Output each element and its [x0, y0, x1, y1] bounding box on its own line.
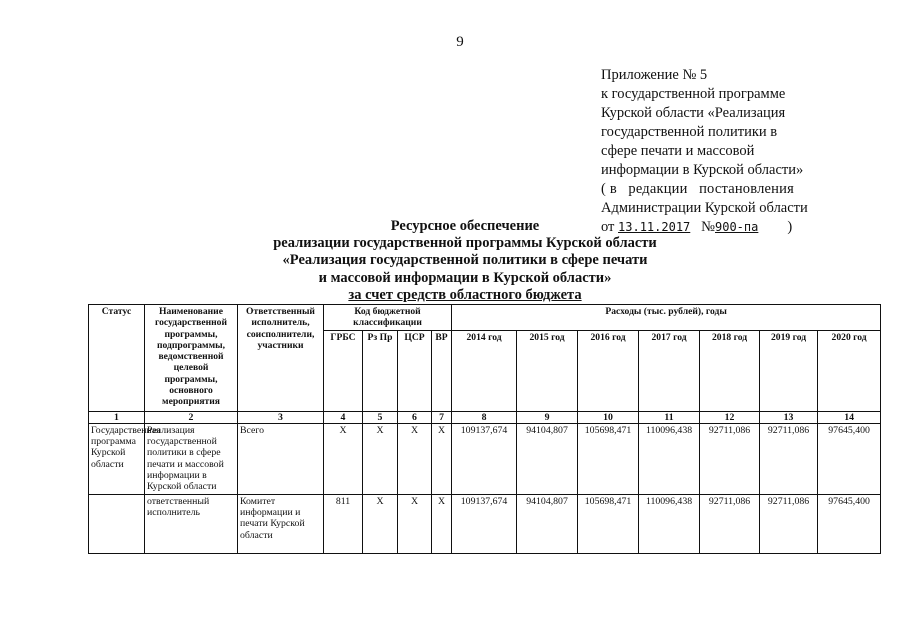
page-number: 9 — [456, 34, 464, 50]
appendix-line: сфере печати и массовой — [601, 143, 755, 159]
header-responsible: Ответственный исполнитель, соисполнители, участники — [238, 305, 324, 412]
title-line: Ресурсное обеспечение — [390, 218, 540, 234]
resource-table — [88, 304, 881, 554]
header-vr: ВР — [432, 330, 452, 411]
header-year: 2015 год — [517, 330, 578, 411]
cell-value: 105698,471 — [578, 423, 639, 494]
cell-value: 94104,807 — [517, 423, 578, 494]
column-number: 5 — [363, 411, 398, 423]
column-number: 2 — [145, 411, 238, 423]
cell-csr: Х — [398, 494, 432, 553]
column-number: 14 — [818, 411, 881, 423]
appendix-line: Администрации Курской области — [601, 200, 808, 216]
cell-grbs: 811 — [324, 494, 363, 553]
appendix-line: Курской области «Реализация — [601, 105, 786, 121]
cell-value: 105698,471 — [578, 494, 639, 553]
cell-value: 110096,438 — [639, 494, 700, 553]
closing-paren: ) — [787, 219, 793, 235]
appendix-line: ( в редакции постановления — [601, 181, 794, 197]
cell-responsible: Всего — [238, 423, 324, 494]
header-csr: ЦСР — [398, 330, 432, 411]
appendix-note — [601, 66, 831, 237]
appendix-line: Приложение № 5 — [601, 67, 708, 83]
header-status: Статус — [89, 305, 145, 412]
column-number: 12 — [700, 411, 760, 423]
header-grbs: ГРБС — [324, 330, 363, 411]
cell-value: 109137,674 — [452, 423, 517, 494]
column-number: 6 — [398, 411, 432, 423]
column-number: 13 — [760, 411, 818, 423]
cell-status: Государственная программа Курской области — [89, 423, 145, 494]
cell-rzpr: Х — [363, 423, 398, 494]
header-rzpr: Рз Пр — [363, 330, 398, 411]
cell-value: 92711,086 — [760, 423, 818, 494]
number-value: 900-па — [715, 220, 759, 234]
cell-value: 97645,400 — [818, 423, 881, 494]
table-row — [89, 494, 881, 553]
column-number: 11 — [639, 411, 700, 423]
title-line: за счет средств областного бюджета — [348, 286, 582, 303]
appendix-line: государственной политики в — [601, 124, 778, 140]
column-number: 8 — [452, 411, 517, 423]
title-line: «Реализация государственной политики в сфере печати — [282, 252, 648, 269]
cell-value: 109137,674 — [452, 494, 517, 553]
cell-csr: Х — [398, 423, 432, 494]
number-prefix: № — [701, 219, 715, 235]
date-prefix: от — [601, 219, 615, 235]
header-year: 2014 год — [452, 330, 517, 411]
cell-value: 92711,086 — [700, 423, 760, 494]
header-year: 2018 год — [700, 330, 760, 411]
cell-name: ответственный исполнитель — [145, 494, 238, 553]
column-number-row — [89, 411, 881, 423]
title-line: реализации государственной программы Курской области — [273, 235, 657, 252]
column-number: 7 — [432, 411, 452, 423]
cell-grbs: Х — [324, 423, 363, 494]
column-number: 9 — [517, 411, 578, 423]
cell-value: 110096,438 — [639, 423, 700, 494]
title-line: и массовой информации в Курской области» — [318, 269, 612, 286]
table-row — [89, 423, 881, 494]
appendix-line: информации в Курской области» — [601, 162, 804, 178]
cell-name: Реализация государственной политики в сфере печати и массовой информации в Курской области — [145, 423, 238, 494]
cell-value: 97645,400 — [818, 494, 881, 553]
cell-value: 92711,086 — [760, 494, 818, 553]
cell-status — [89, 494, 145, 553]
column-number: 4 — [324, 411, 363, 423]
cell-rzpr: Х — [363, 494, 398, 553]
cell-responsible: Комитет информации и печати Курской области — [238, 494, 324, 553]
column-number: 3 — [238, 411, 324, 423]
header-year: 2020 год — [818, 330, 881, 411]
header-expenses: Расходы (тыс. рублей), годы — [452, 305, 881, 331]
date-value: 13.11.2017 — [618, 220, 691, 234]
header-year: 2016 год — [578, 330, 639, 411]
cell-value: 92711,086 — [700, 494, 760, 553]
document-title — [205, 218, 725, 304]
column-number: 1 — [89, 411, 145, 423]
cell-vr: Х — [432, 494, 452, 553]
appendix-line: к государственной программе — [601, 86, 786, 102]
cell-value: 94104,807 — [517, 494, 578, 553]
header-year: 2019 год — [760, 330, 818, 411]
cell-vr: Х — [432, 423, 452, 494]
header-year: 2017 год — [639, 330, 700, 411]
column-number: 10 — [578, 411, 639, 423]
header-budget-code: Код бюджетной классификации — [324, 305, 452, 331]
header-name: Наименование государственной программы, подпрограммы, ведомственной целевой программы, основного мероприятия — [145, 305, 238, 412]
